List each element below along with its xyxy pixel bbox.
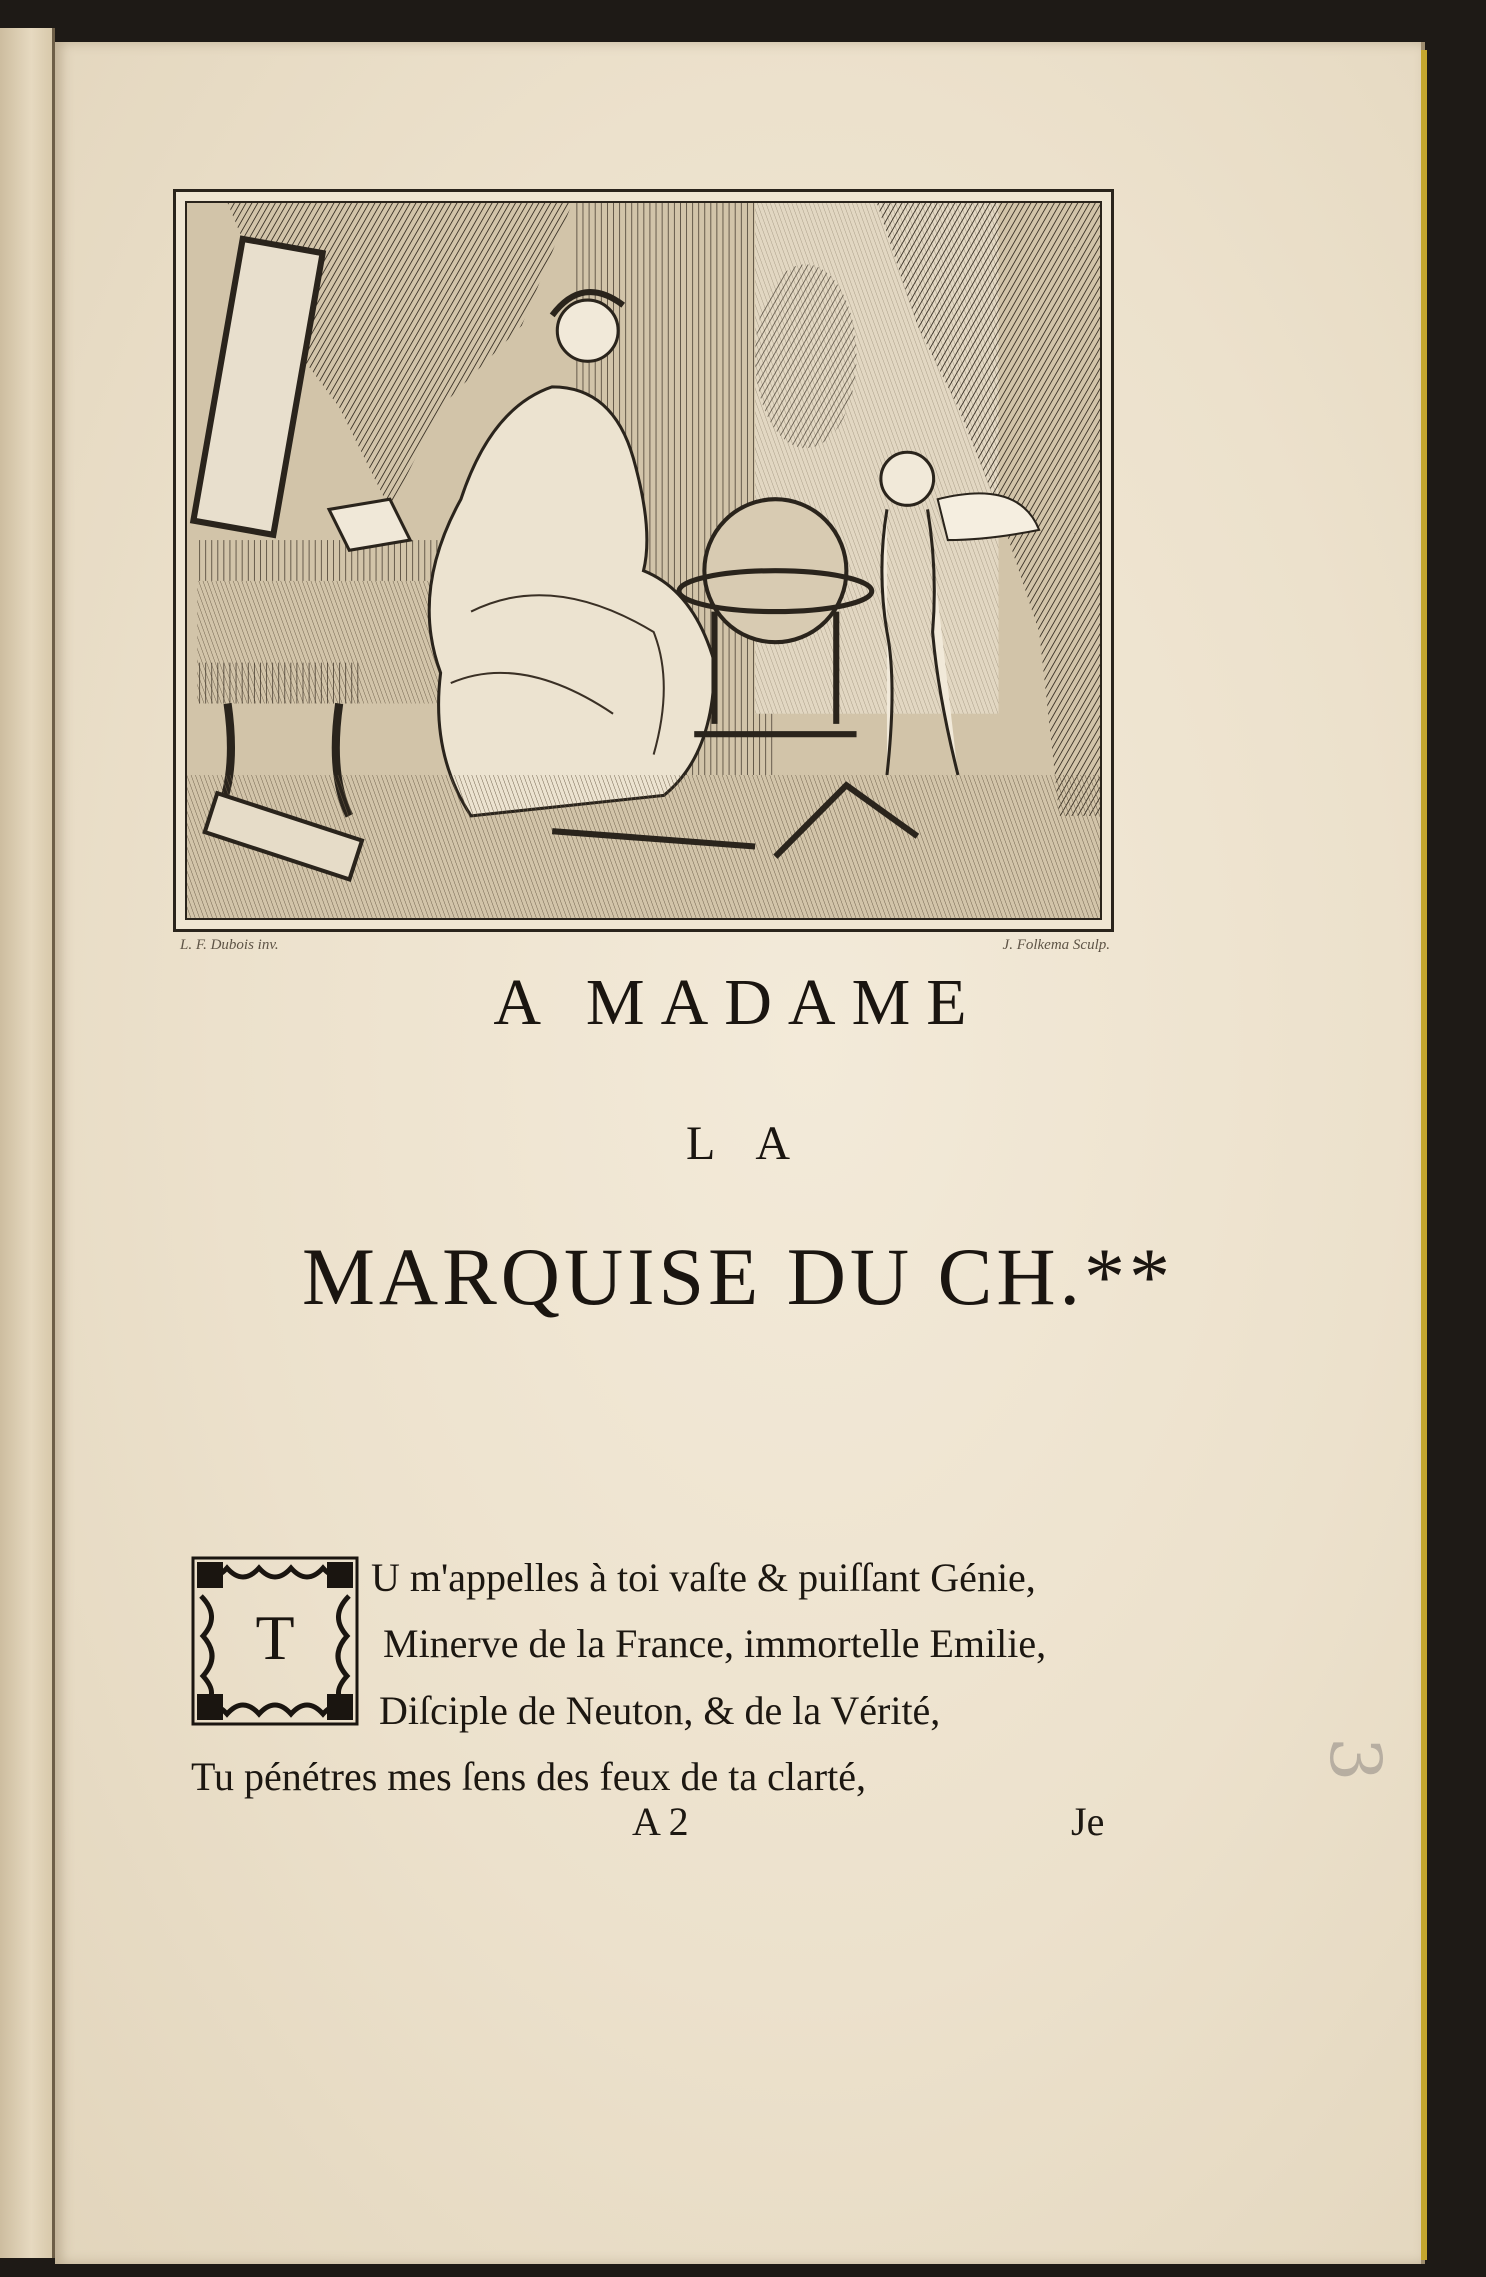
engraver-credit: J. Folkema Sculp. — [1002, 937, 1110, 953]
catchword: Je — [1071, 1799, 1105, 1844]
dedication-line-2: LA — [686, 1117, 830, 1170]
verse-line-4: Tu pénétres mes ſens des feux de ta clarté, — [191, 1754, 866, 1799]
designer-credit: L. F. Dubois inv. — [180, 937, 279, 953]
signature-mark: A 2 — [632, 1799, 689, 1844]
facing-page-edge — [0, 28, 55, 2258]
gilt-page-edge — [1421, 50, 1427, 2260]
engraved-frontispiece — [173, 189, 1114, 932]
engraving-image — [185, 201, 1102, 920]
dedication-title: MARQUISE DU CH.** — [301, 1231, 1175, 1322]
verse-line-2: Minerve de la France, immortelle Emilie, — [383, 1621, 1047, 1666]
dedication-line-1: A MADAME — [493, 966, 983, 1039]
pencil-margin-note: 3 — [1314, 1737, 1396, 1782]
ornamental-initial — [191, 1556, 359, 1726]
engraving-illustration — [187, 203, 1100, 918]
book-page — [55, 42, 1425, 2264]
initial-letter: T — [255, 1602, 295, 1673]
engraving-credits — [180, 937, 1110, 961]
verse-line-3: Diſciple de Neuton, & de la Vérité, — [379, 1688, 941, 1733]
verse-line-1: U m'appelles à toi vaſte & puiſſant Génie, — [371, 1555, 1036, 1600]
